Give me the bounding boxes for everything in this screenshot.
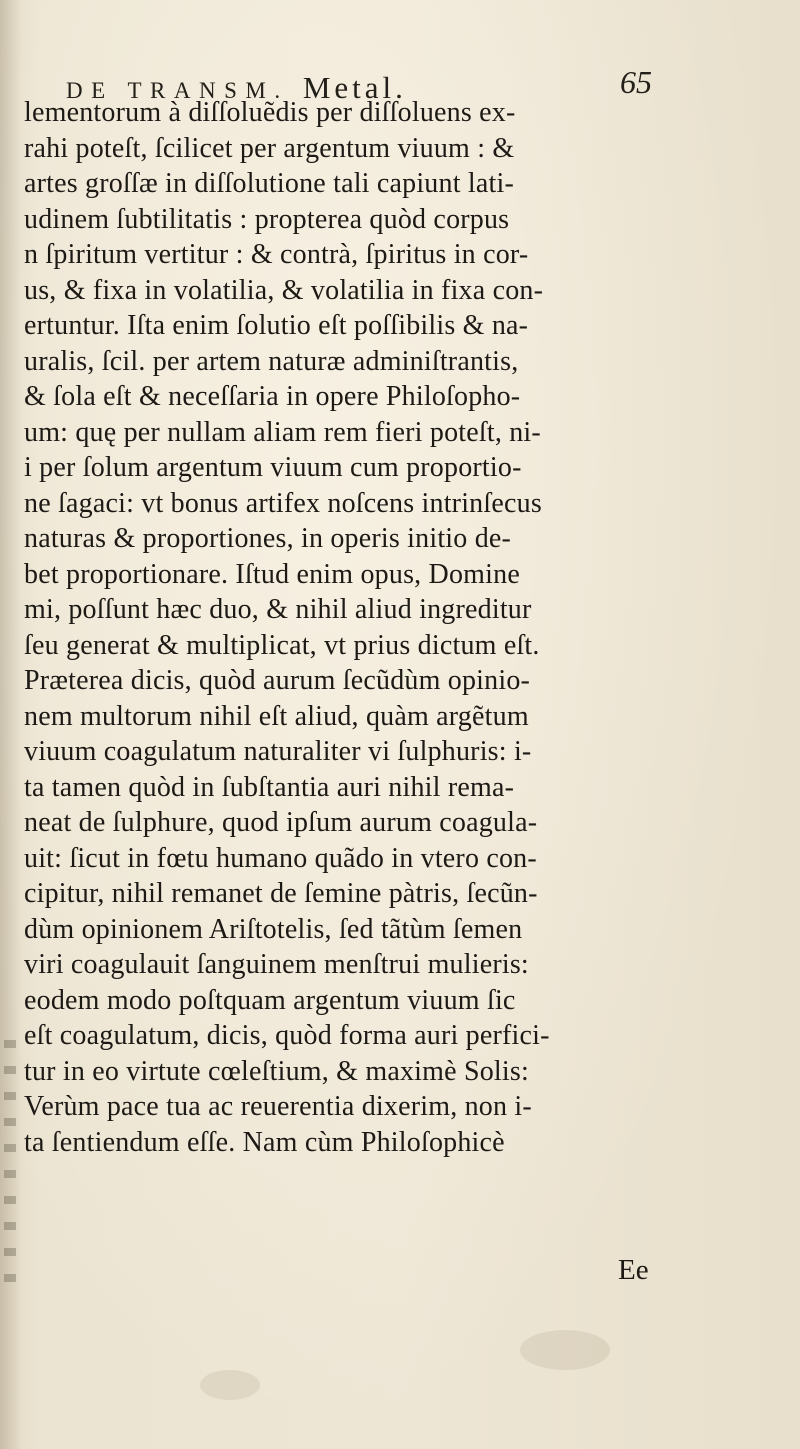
- text-line: n ſpiritum vertitur : & contrà, ſpiritus in cor-: [24, 239, 529, 270]
- paper-stain: [520, 1330, 610, 1370]
- text-line: bet proportionare. Iſtud enim opus, Domine: [24, 558, 520, 590]
- text-line: eodem modo poſtquam argentum viuum ſic: [24, 984, 516, 1016]
- body-text: [24, 95, 794, 1160]
- running-head-title-small: DE TRANSM.: [66, 78, 289, 103]
- text-line: & ſola eſt & neceſſaria in opere Philoſopho-: [24, 381, 521, 412]
- text-line: ta ſentiendum eſſe. Nam cùm Philoſophicè: [24, 1126, 505, 1158]
- text-line: tur in eo virtute cœleſtium, & maximè Solis:: [24, 1055, 529, 1087]
- running-head-title-large: Metal.: [302, 70, 407, 105]
- catchword: Ee: [618, 1254, 649, 1286]
- text-line: dùm opinionem Ariſtotelis, ſed tãtùm ſemen: [24, 913, 523, 945]
- text-line: neat de ſulphure, quod ipſum aurum coagula-: [24, 807, 538, 838]
- text-line: artes groſſæ in diſſolutione tali capiunt lati-: [24, 168, 514, 199]
- text-line: eſt coagulatum, dicis, quòd forma auri perfici-: [24, 1020, 550, 1051]
- text-line: ne ſagaci: vt bonus artifex noſcens intrinſecus: [24, 487, 542, 519]
- text-line: cipitur, nihil remanet de ſemine pàtris, ſecũn-: [24, 878, 538, 909]
- text-line: viri coagulauit ſanguinem menſtrui mulieris:: [24, 949, 529, 980]
- text-line: Verùm pace tua ac reuerentia dixerim, non i-: [24, 1091, 532, 1122]
- paper-stain: [200, 1370, 260, 1400]
- text-line: udinem ſubtilitatis : propterea quòd corpus: [24, 203, 510, 235]
- text-line: i per ſolum argentum viuum cum proportio-: [24, 452, 522, 483]
- text-line: us, & fixa in volatilia, & volatilia in fixa con-: [24, 274, 544, 306]
- text-line: ſeu generat & multiplicat, vt prius dictum eſt.: [24, 629, 540, 661]
- margin-marks: [4, 1040, 16, 1300]
- text-line: uit: ſicut in fœtu humano quãdo in vtero con-: [24, 842, 537, 874]
- text-line: ertuntur. Iſta enim ſolutio eſt poſſibilis & na-: [24, 310, 529, 341]
- text-line: lementorum à diſſoluẽdis per diſſoluens ex-: [24, 97, 516, 128]
- text-line: viuum coagulatum naturaliter vi ſulphuris: i-: [24, 736, 532, 767]
- text-line: rahi poteſt, ſcilicet per argentum viuum : &: [24, 132, 515, 164]
- page-number: 65: [620, 64, 652, 100]
- text-line: nem multorum nihil eſt aliud, quàm argẽtum: [24, 700, 529, 732]
- text-line: naturas & proportiones, in operis initio de-: [24, 523, 512, 554]
- text-line: mi, poſſunt hæc duo, & nihil aliud ingreditur: [24, 594, 532, 625]
- text-line: uralis, ſcil. per artem naturæ adminiſtrantis,: [24, 345, 519, 377]
- text-line: um: quę per nullam aliam rem fieri poteſt, ni-: [24, 416, 541, 448]
- text-line: ta tamen quòd in ſubſtantia auri nihil rema-: [24, 771, 515, 803]
- text-line: Præterea dicis, quòd aurum ſecũdùm opinio-: [24, 665, 531, 696]
